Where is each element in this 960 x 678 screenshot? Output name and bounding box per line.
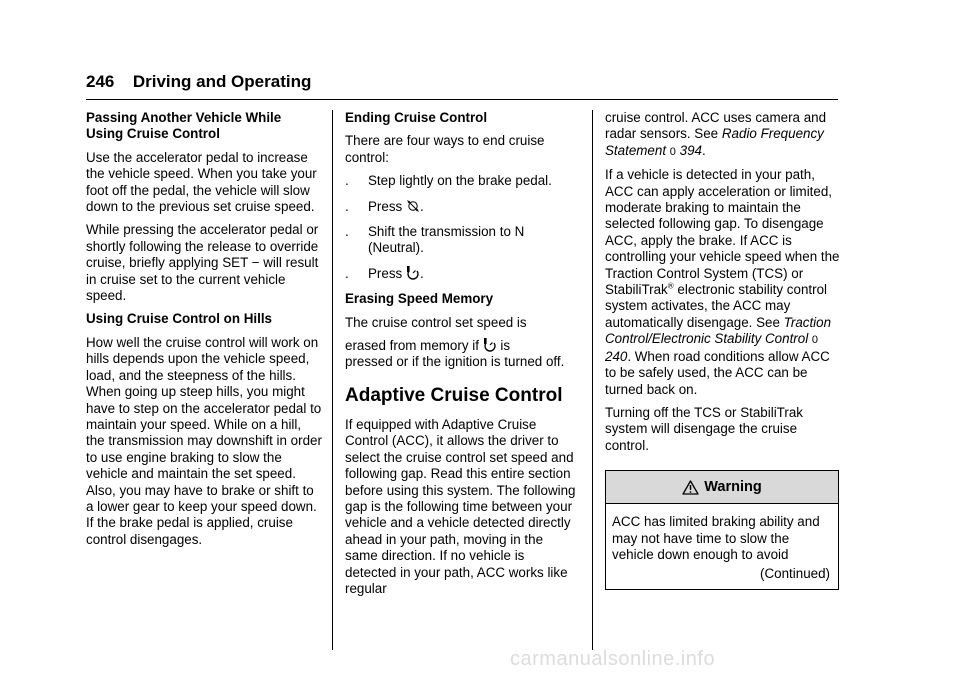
bullet-text: Press bbox=[368, 265, 403, 281]
warning-header bbox=[606, 471, 838, 504]
warning-box bbox=[605, 470, 839, 590]
page-arrow-icon: 0 bbox=[811, 334, 819, 347]
erasing-paragraph-3: pressed or if the ignition is turned off. bbox=[345, 354, 565, 370]
bullet-marker: . bbox=[345, 198, 349, 214]
page-arrow-icon: 0 bbox=[669, 145, 676, 158]
warning-text: ACC has limited braking ability and may not have time to slow the vehicle down enough to avoid bbox=[612, 514, 820, 562]
tcs-paragraph: Turning off the TCS or StabiliTrak system will disengage the cruise control. bbox=[605, 404, 803, 453]
registered-mark: ® bbox=[667, 281, 674, 291]
erasing-heading: Erasing Speed Memory bbox=[345, 291, 494, 307]
reference-page: 240 bbox=[605, 348, 628, 364]
bullet-marker: . bbox=[345, 224, 349, 240]
cross-reference: Traction Control/Electronic Stability Control bbox=[605, 314, 832, 347]
hills-paragraph: How well the cruise control will work on hills depends upon the vehicle speed, load, and the steepness of the hills. When going up steep hills, you might have to step on the accelerator pedal to maintain your speed. While on a hill, the transmission may downshift in order to use engine braking to slow the vehicle and maintain the set speed. Also, you may have to brake or shift to a lower gear to keep your speed down. If the brake pedal is applied, cruise control disengages. bbox=[86, 334, 322, 547]
erasing-text: erased from memory if bbox=[345, 338, 479, 354]
cruise-power-icon bbox=[406, 266, 420, 280]
erasing-paragraph-1: The cruise control set speed is bbox=[345, 314, 527, 330]
bullet-text: Shift the transmission to N (Neutral). bbox=[368, 224, 525, 256]
body-text: . When road conditions allow ACC to be safely used, the ACC can be turned back on. bbox=[605, 348, 830, 397]
column-3 bbox=[605, 110, 840, 590]
continued-label: (Continued) bbox=[760, 566, 830, 582]
column-2 bbox=[345, 110, 577, 604]
passing-paragraph-1: Use the accelerator pedal to increase the vehicle speed. When you take your foot off the pedal, the vehicle will slow down to the previous set cruise speed. bbox=[86, 149, 317, 215]
cross-reference: Radio Frequency Statement bbox=[605, 126, 824, 158]
body-text: cruise control. ACC uses camera and radar sensors. See bbox=[605, 110, 827, 142]
page-header bbox=[86, 71, 838, 97]
column-divider bbox=[592, 110, 593, 650]
ending-heading: Ending Cruise Control bbox=[345, 110, 488, 125]
watermark: carmanualsonline.info bbox=[510, 648, 716, 670]
bullet-text: Press bbox=[368, 198, 403, 214]
ending-intro: There are four ways to end cruise control: bbox=[345, 133, 545, 165]
list-item bbox=[345, 224, 577, 257]
bullet-marker: . bbox=[345, 173, 349, 189]
erasing-paragraph-2 bbox=[345, 338, 577, 354]
cruise-power-icon bbox=[483, 338, 497, 352]
column-1 bbox=[86, 110, 322, 555]
list-item bbox=[345, 173, 577, 189]
bullet-text: Step lightly on the brake pedal. bbox=[368, 173, 552, 189]
acc-detection-paragraph bbox=[605, 167, 840, 398]
passing-heading: Passing Another Vehicle While Using Cruise Control bbox=[86, 110, 282, 142]
warning-triangle-icon bbox=[682, 480, 699, 495]
erasing-text: is bbox=[500, 338, 511, 354]
body-text: If a vehicle is detected in your path, ACC can apply acceleration or limited, moderate braking to maintain the selected following gap. To disengage ACC, apply the brake. If ACC is controlling your vehicle speed when the Traction Control System (TCS) or StabiliTrak bbox=[605, 167, 840, 298]
warning-title: Warning bbox=[704, 478, 762, 495]
acc-paragraph: If equipped with Adaptive Cruise Control (ACC), it allows the driver to select the cruise control set speed and following gap. Read this entire section before using this system. The following gap is the following time between your vehicle and a vehicle detected directly ahead in your path, moving in the same direction. If no vehicle is detected in your path, ACC works like regular bbox=[345, 416, 576, 596]
warning-body bbox=[606, 504, 838, 589]
bullet-suffix: . bbox=[419, 198, 424, 214]
acc-paragraph-continued bbox=[605, 110, 840, 160]
body-text: electronic stability control system activates, the ACC may automatically disengage. See bbox=[605, 282, 827, 330]
passing-paragraph-2: While pressing the accelerator pedal or shortly following the release to override cruise, briefly applying SET − will result in cruise set to the current vehicle speed. bbox=[86, 222, 319, 304]
acc-heading: Adaptive Cruise Control bbox=[345, 384, 563, 406]
bullet-marker: . bbox=[345, 265, 349, 281]
body-text: . bbox=[701, 142, 706, 158]
list-item bbox=[345, 199, 577, 215]
cancel-cruise-icon bbox=[406, 199, 420, 213]
header-rule bbox=[86, 99, 838, 100]
bullet-suffix: . bbox=[419, 265, 424, 281]
page-number: 246 bbox=[86, 72, 115, 91]
section-title: Driving and Operating bbox=[132, 72, 312, 91]
reference-page: 394 bbox=[679, 142, 702, 158]
list-item bbox=[345, 266, 577, 282]
column-divider bbox=[332, 110, 333, 650]
hills-heading: Using Cruise Control on Hills bbox=[86, 311, 272, 327]
